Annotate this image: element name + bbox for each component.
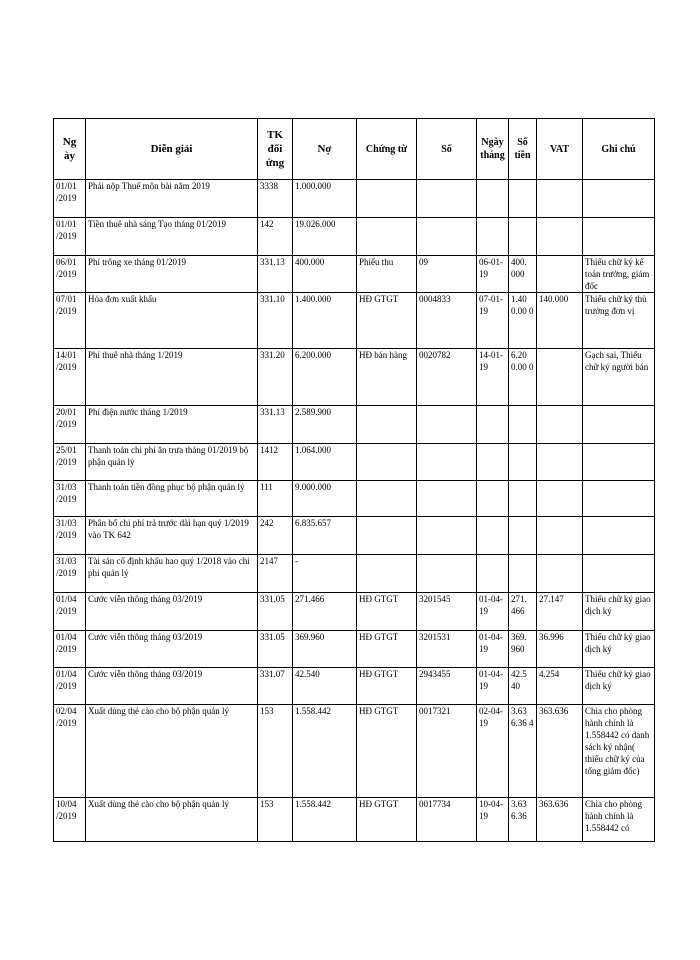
cell-account: 331.05 [258, 593, 293, 631]
cell-amount: 1.40 0.00 0 [509, 293, 537, 349]
table-row [54, 256, 655, 293]
cell-vat [537, 406, 583, 444]
cell-note: Thiếu chữ ký giao dịch ký [583, 668, 655, 705]
cell-voucher: Phiếu thu [357, 256, 417, 293]
cell-vat: 36.996 [537, 631, 583, 668]
cell-description: Cước viễn thông tháng 03/2019 [86, 668, 258, 705]
cell-vat: 27.147 [537, 593, 583, 631]
cell-vat: 363.636 [537, 705, 583, 798]
col-header-account: TK đối ứng [258, 119, 293, 180]
cell-amount [509, 218, 537, 256]
cell-date: 06/01 /2019 [54, 256, 86, 293]
table-row [54, 555, 655, 593]
cell-account: 331.10 [258, 293, 293, 349]
ledger-table [53, 118, 655, 842]
cell-number: 0004833 [417, 293, 477, 349]
cell-note: Gạch sai, Thiếu chữ ký người bán [583, 349, 655, 406]
cell-account: 142 [258, 218, 293, 256]
cell-debit: 369.960 [293, 631, 357, 668]
cell-amount [509, 555, 537, 593]
cell-amount: 369. 960 [509, 631, 537, 668]
cell-vat [537, 256, 583, 293]
cell-account: 331.13 [258, 256, 293, 293]
cell-amount: 3.63 6.36 [509, 798, 537, 842]
cell-number [417, 180, 477, 218]
table-row [54, 293, 655, 349]
cell-date: 01/01 /2019 [54, 218, 86, 256]
cell-description: Xuất dùng thẻ cào cho bộ phận quản lý [86, 798, 258, 842]
cell-voucher: HĐ GTGT [357, 593, 417, 631]
cell-number: 0017321 [417, 705, 477, 798]
cell-number: 2943455 [417, 668, 477, 705]
cell-number: 3201545 [417, 593, 477, 631]
cell-vat [537, 481, 583, 517]
cell-note: Chia cho phòng hành chính là 1.558442 có danh sách ký nhận( thiếu chữ ký của tổng giám đốc) [583, 705, 655, 798]
cell-date: 01/04 /2019 [54, 593, 86, 631]
cell-vat [537, 349, 583, 406]
cell-description: Phí thuê nhà tháng 1/2019 [86, 349, 258, 406]
cell-note [583, 218, 655, 256]
cell-voucher-date: 07-01-19 [477, 293, 509, 349]
cell-voucher [357, 180, 417, 218]
cell-account: 1412 [258, 444, 293, 481]
cell-amount [509, 406, 537, 444]
cell-date: 20/01 /2019 [54, 406, 86, 444]
cell-voucher: HĐ GTGT [357, 798, 417, 842]
cell-account: 331.05 [258, 631, 293, 668]
cell-note: Thiếu chữ ký thủ trưởng đơn vị [583, 293, 655, 349]
cell-description: Phải nộp Thuế môn bài năm 2019 [86, 180, 258, 218]
cell-voucher: HĐ GTGT [357, 293, 417, 349]
cell-debit: 1.064.000 [293, 444, 357, 481]
cell-description: Tài sản cố định khấu hao quý 1/2018 vào chi phí quản lý [86, 555, 258, 593]
cell-account: 111 [258, 481, 293, 517]
header-row [54, 119, 655, 180]
cell-date: 02/04 /2019 [54, 705, 86, 798]
cell-description: Thanh toán chi phí ăn trưa tháng 01/2019 bộ phận quản lý [86, 444, 258, 481]
table-row [54, 668, 655, 705]
cell-amount [509, 517, 537, 555]
cell-debit: - [293, 555, 357, 593]
table-row [54, 444, 655, 481]
cell-date: 10/04 /2019 [54, 798, 86, 842]
col-header-voucher: Chứng từ [357, 119, 417, 180]
table-row [54, 406, 655, 444]
cell-number [417, 218, 477, 256]
cell-description: Cước viễn thông tháng 03/2019 [86, 631, 258, 668]
cell-account: 331.20 [258, 349, 293, 406]
cell-debit: 1.000.000 [293, 180, 357, 218]
cell-account: 331.07 [258, 668, 293, 705]
col-header-amount: Số tiền [509, 119, 537, 180]
cell-debit: 6.835.657 [293, 517, 357, 555]
cell-note: Thiếu chữ ký giao dịch ký [583, 631, 655, 668]
cell-voucher-date: 06-01-19 [477, 256, 509, 293]
cell-note [583, 406, 655, 444]
table-row [54, 481, 655, 517]
cell-description: Hóa đơn xuất khẩu [86, 293, 258, 349]
cell-number: 09 [417, 256, 477, 293]
col-header-description: Diễn giải [86, 119, 258, 180]
cell-debit: 1.558.442 [293, 798, 357, 842]
cell-voucher-date: 01-04-19 [477, 593, 509, 631]
cell-account: 242 [258, 517, 293, 555]
cell-date: 31/03 /2019 [54, 517, 86, 555]
cell-description: Tiền thuê nhà sáng Tạo tháng 01/2019 [86, 218, 258, 256]
cell-debit: 19.026.000 [293, 218, 357, 256]
cell-debit: 9.000.000 [293, 481, 357, 517]
cell-date: 31/03 /2019 [54, 555, 86, 593]
cell-debit: 2.589.900 [293, 406, 357, 444]
cell-voucher-date: 14-01-19 [477, 349, 509, 406]
cell-note: Thiếu chữ ký kế toán trưởng, giám đốc [583, 256, 655, 293]
cell-voucher [357, 555, 417, 593]
cell-voucher: HĐ bán hàng [357, 349, 417, 406]
cell-amount [509, 180, 537, 218]
cell-description: Cước viễn thông tháng 03/2019 [86, 593, 258, 631]
cell-note [583, 180, 655, 218]
table-row [54, 180, 655, 218]
cell-date: 01/04 /2019 [54, 631, 86, 668]
cell-voucher-date [477, 406, 509, 444]
table-row [54, 349, 655, 406]
col-header-vat: VAT [537, 119, 583, 180]
cell-voucher-date: 02-04-19 [477, 705, 509, 798]
cell-voucher [357, 218, 417, 256]
cell-note: Chia cho phòng hành chính là 1.558442 có [583, 798, 655, 842]
cell-amount: 400. 000 [509, 256, 537, 293]
cell-voucher: HĐ GTGT [357, 631, 417, 668]
cell-voucher [357, 481, 417, 517]
cell-note [583, 481, 655, 517]
cell-vat [537, 517, 583, 555]
cell-debit: 6.200.000 [293, 349, 357, 406]
cell-vat [537, 555, 583, 593]
cell-note [583, 555, 655, 593]
cell-debit: 271.466 [293, 593, 357, 631]
cell-description: Phí trông xe tháng 01/2019 [86, 256, 258, 293]
cell-number [417, 555, 477, 593]
cell-amount: 3.63 6.36 4 [509, 705, 537, 798]
col-header-note: Ghi chú [583, 119, 655, 180]
cell-voucher-date: 01-04-19 [477, 631, 509, 668]
cell-account: 3338 [258, 180, 293, 218]
cell-voucher-date: 10-04-19 [477, 798, 509, 842]
cell-debit: 42.540 [293, 668, 357, 705]
cell-vat [537, 218, 583, 256]
table-row [54, 631, 655, 668]
cell-voucher [357, 517, 417, 555]
cell-vat: 140.000 [537, 293, 583, 349]
cell-voucher-date: 01-04-19 [477, 668, 509, 705]
cell-voucher-date [477, 218, 509, 256]
cell-number: 0017734 [417, 798, 477, 842]
cell-date: 25/01 /2019 [54, 444, 86, 481]
col-header-number: Số [417, 119, 477, 180]
cell-vat [537, 444, 583, 481]
cell-voucher-date [477, 481, 509, 517]
cell-note [583, 444, 655, 481]
cell-account: 153 [258, 798, 293, 842]
cell-voucher: HĐ GTGT [357, 705, 417, 798]
cell-number [417, 406, 477, 444]
cell-debit: 1.558.442 [293, 705, 357, 798]
cell-number [417, 481, 477, 517]
cell-voucher-date [477, 444, 509, 481]
cell-date: 01/04 /2019 [54, 668, 86, 705]
cell-voucher [357, 444, 417, 481]
cell-vat: 4.254 [537, 668, 583, 705]
cell-amount [509, 481, 537, 517]
cell-debit: 1.400.000 [293, 293, 357, 349]
cell-number [417, 444, 477, 481]
col-header-date: Ng ày [54, 119, 86, 180]
cell-date: 01/01 /2019 [54, 180, 86, 218]
table-body [54, 180, 655, 842]
cell-account: 2147 [258, 555, 293, 593]
cell-note: Thiếu chữ ký giao dịch ký [583, 593, 655, 631]
cell-number: 0020782 [417, 349, 477, 406]
cell-voucher-date [477, 517, 509, 555]
cell-amount: 271. 466 [509, 593, 537, 631]
cell-voucher-date [477, 180, 509, 218]
cell-debit: 400.000 [293, 256, 357, 293]
cell-vat [537, 180, 583, 218]
cell-vat: 363.636 [537, 798, 583, 842]
cell-description: Phân bổ chi phí trả trước dài hạn quý 1/2019 vào TK 642 [86, 517, 258, 555]
cell-account: 331.13 [258, 406, 293, 444]
cell-description: Thanh toán tiền đồng phục bộ phận quản lý [86, 481, 258, 517]
cell-date: 31/03 /2019 [54, 481, 86, 517]
cell-amount: 42.5 40 [509, 668, 537, 705]
cell-note [583, 517, 655, 555]
cell-number [417, 517, 477, 555]
table-row [54, 517, 655, 555]
table-row [54, 705, 655, 798]
cell-description: Phí điện nước tháng 1/2019 [86, 406, 258, 444]
cell-date: 07/01 /2019 [54, 293, 86, 349]
cell-amount [509, 444, 537, 481]
cell-voucher [357, 406, 417, 444]
cell-number: 3201531 [417, 631, 477, 668]
cell-amount: 6.20 0.00 0 [509, 349, 537, 406]
col-header-voucher-date: Ngày tháng [477, 119, 509, 180]
table-row [54, 218, 655, 256]
table-row [54, 798, 655, 842]
cell-account: 153 [258, 705, 293, 798]
col-header-debit: Nợ [293, 119, 357, 180]
cell-description: Xuất dùng thẻ cào cho bộ phận quản lý [86, 705, 258, 798]
cell-voucher: HĐ GTGT [357, 668, 417, 705]
cell-date: 14/01 /2019 [54, 349, 86, 406]
table-row [54, 593, 655, 631]
cell-voucher-date [477, 555, 509, 593]
